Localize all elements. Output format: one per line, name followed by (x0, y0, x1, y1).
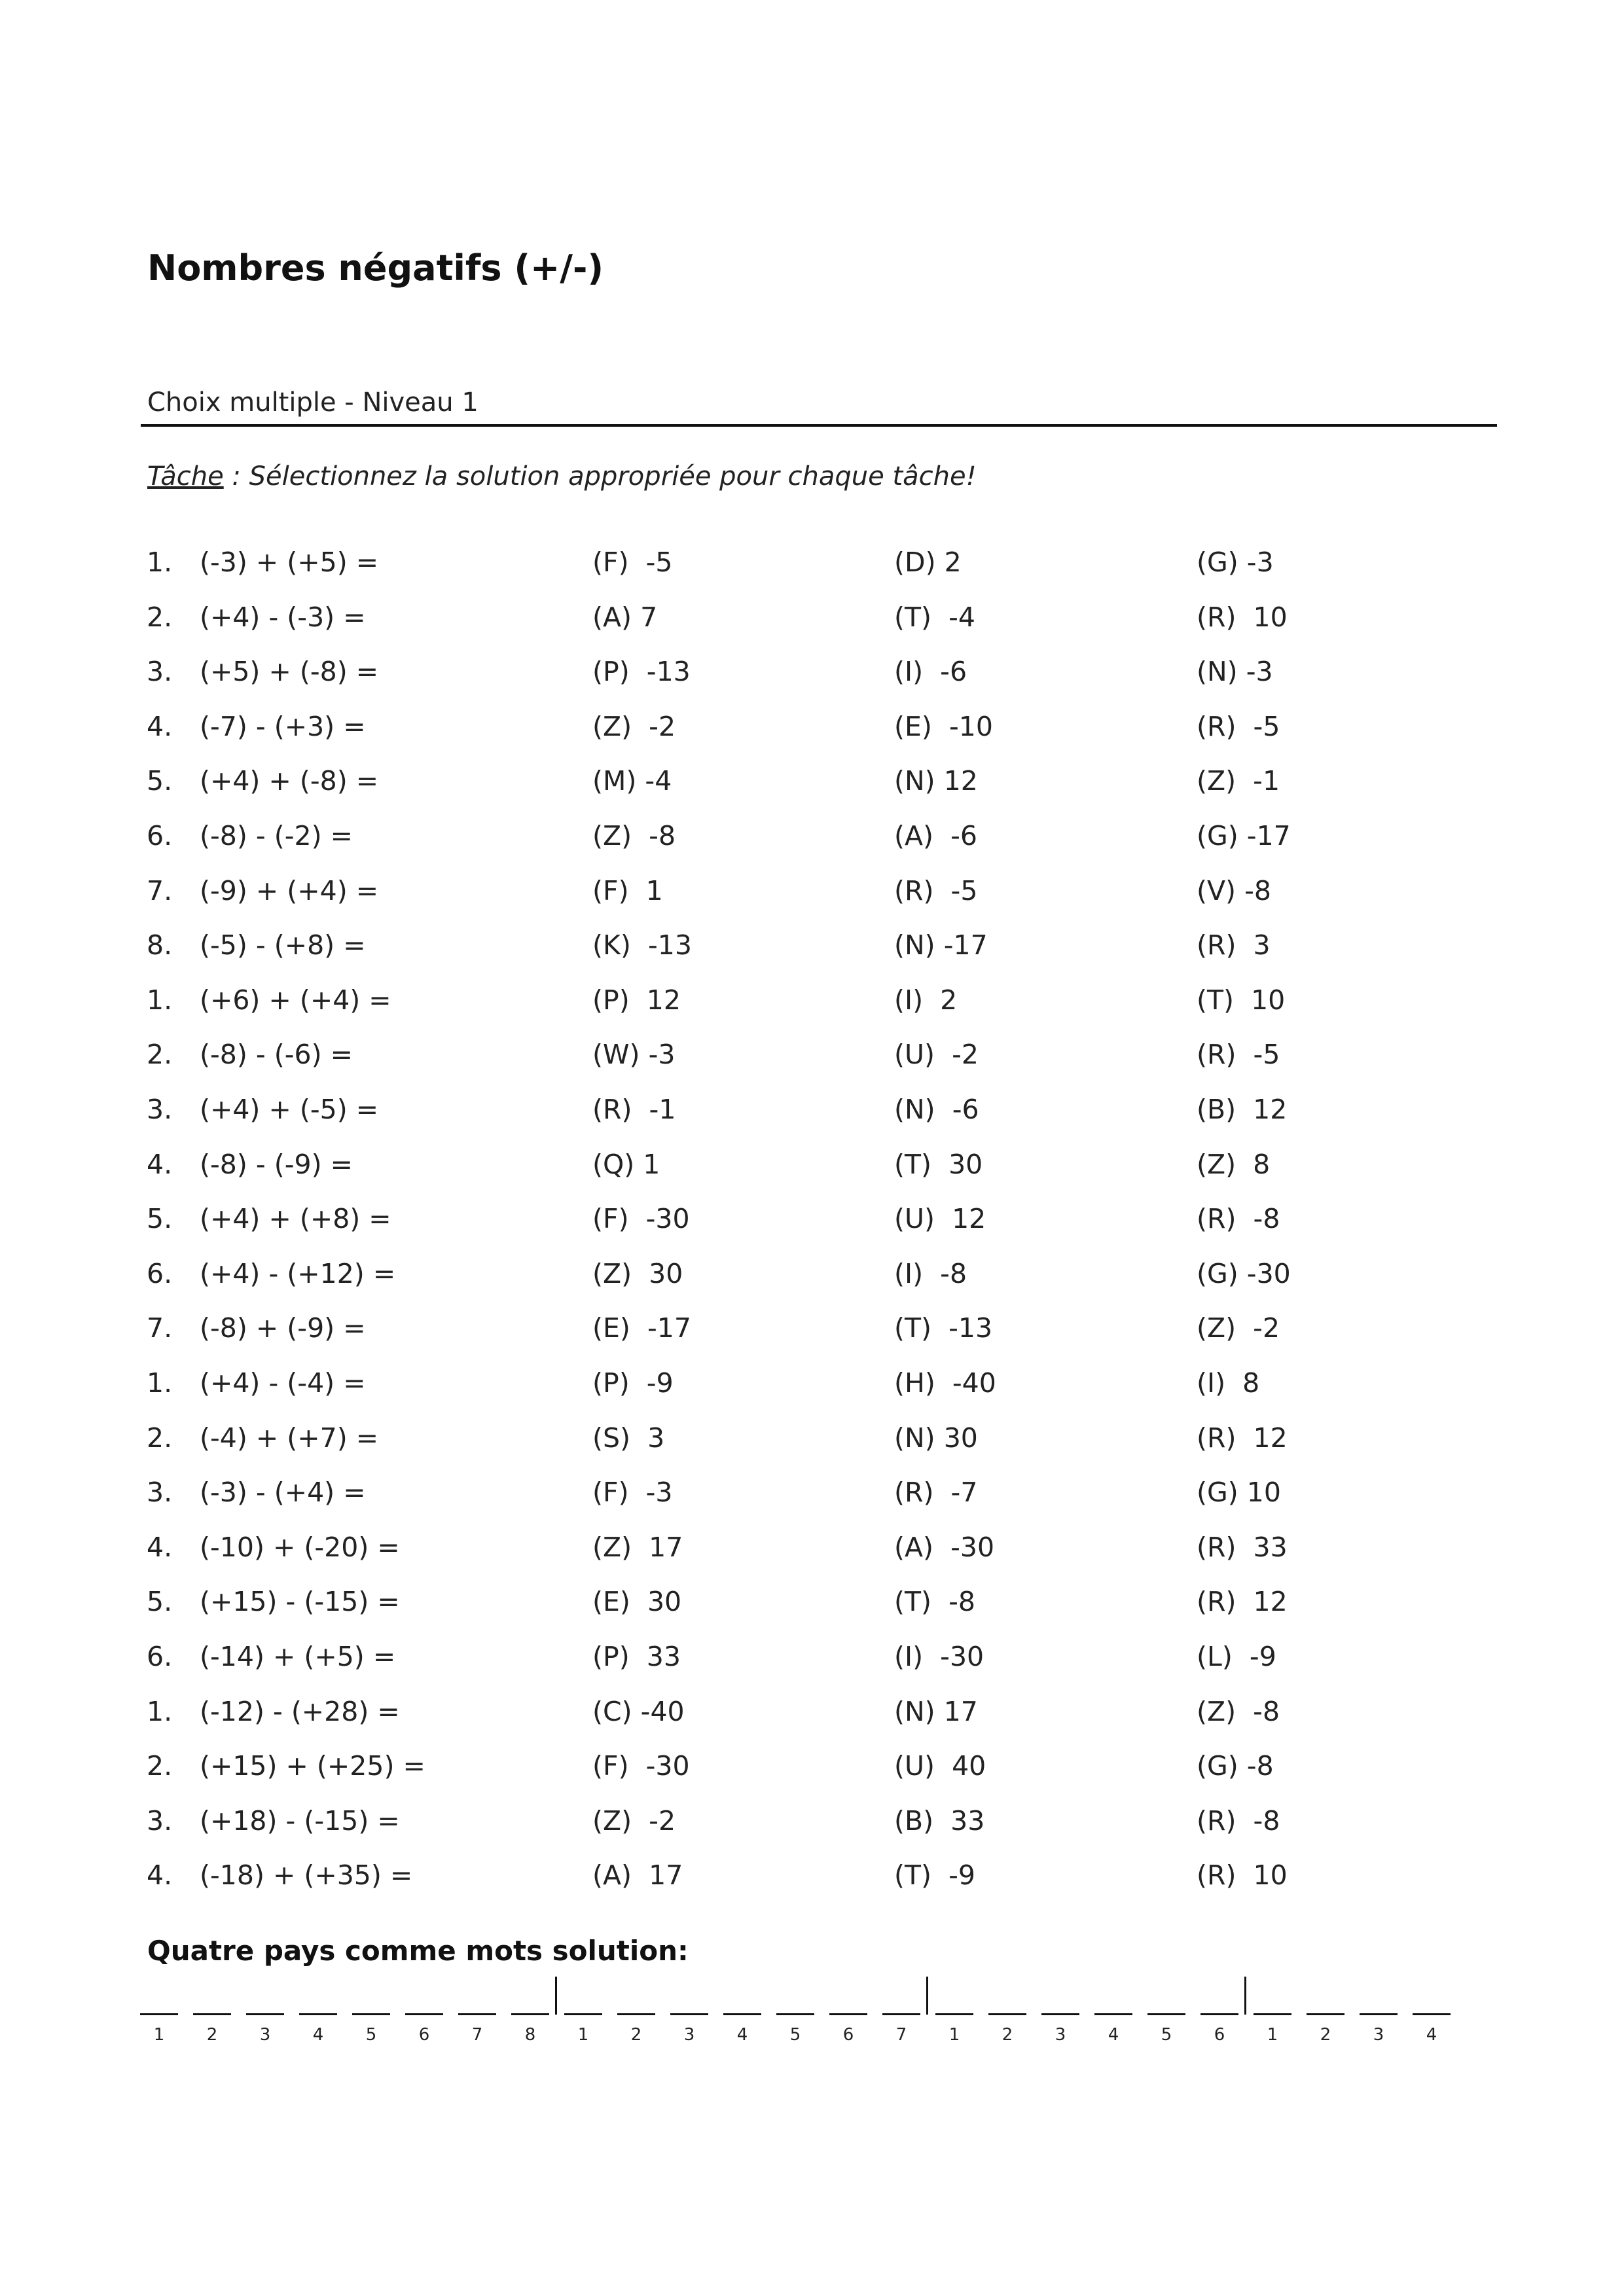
blank-index: 1 (153, 2025, 165, 2045)
answer-blank[interactable] (882, 2013, 920, 2015)
answer-option-c[interactable]: (Z) 8 (1197, 1149, 1271, 1180)
answer-blank[interactable] (1041, 2013, 1079, 2015)
answer-blank[interactable] (1254, 2013, 1291, 2015)
subtitle: Choix multiple - Niveau 1 (147, 387, 478, 418)
question-expression: (-18) + (+35) = (200, 1859, 413, 1891)
blank-index: 5 (1161, 2025, 1172, 2045)
question-number: 4. (147, 1149, 173, 1180)
answer-option-b[interactable]: (A) -6 (894, 820, 977, 852)
question-number: 5. (147, 765, 173, 797)
blank-index: 4 (736, 2025, 748, 2045)
blank-index: 6 (842, 2025, 854, 2045)
answer-blank[interactable] (1307, 2013, 1344, 2015)
page-title: Nombres négatifs (+/-) (147, 247, 604, 289)
answer-option-c[interactable]: (Z) -8 (1197, 1696, 1280, 1727)
question-number: 1. (147, 984, 173, 1016)
blank-index: 7 (895, 2025, 907, 2045)
answer-option-c[interactable]: (G) -30 (1197, 1258, 1291, 1289)
task-text: : Sélectionnez la solution appropriée pour chaque tâche! (223, 461, 977, 492)
answer-option-c[interactable]: (G) 10 (1197, 1477, 1281, 1508)
answer-option-b[interactable]: (N) -17 (894, 929, 988, 961)
answer-blank[interactable] (829, 2013, 867, 2015)
blank-index: 5 (365, 2025, 377, 2045)
question-expression: (+15) + (+25) = (200, 1750, 425, 1782)
answer-option-c[interactable]: (V) -8 (1197, 875, 1271, 906)
question-number: 3. (147, 656, 173, 687)
question-expression: (-8) + (-9) = (200, 1312, 366, 1344)
answer-option-a[interactable]: (Q) 1 (592, 1149, 660, 1180)
answer-option-c[interactable]: (R) 33 (1197, 1532, 1288, 1563)
question-number: 5. (147, 1203, 173, 1234)
answer-blank[interactable] (352, 2013, 390, 2015)
answer-option-c[interactable]: (R) -5 (1197, 711, 1280, 742)
question-number: 3. (147, 1805, 173, 1837)
answer-option-c[interactable]: (R) 10 (1197, 601, 1288, 633)
blank-index: 1 (1267, 2025, 1278, 2045)
answer-option-a[interactable]: (A) 7 (592, 601, 658, 633)
question-expression: (-8) - (-9) = (200, 1149, 353, 1180)
task-label: Tâche (147, 461, 224, 492)
answer-option-b[interactable]: (A) -30 (894, 1532, 995, 1563)
question-expression: (-14) + (+5) = (200, 1641, 396, 1672)
answer-blank[interactable] (140, 2013, 178, 2015)
answer-blank[interactable] (511, 2013, 549, 2015)
blank-index: 4 (312, 2025, 324, 2045)
answer-option-c[interactable]: (G) -17 (1197, 820, 1291, 852)
question-number: 8. (147, 929, 173, 961)
answer-option-a[interactable]: (E) -17 (592, 1312, 691, 1344)
question-number: 1. (147, 547, 173, 578)
answer-blank[interactable] (1094, 2013, 1132, 2015)
question-number: 6. (147, 1258, 173, 1289)
blank-index: 2 (206, 2025, 218, 2045)
question-number: 3. (147, 1094, 173, 1125)
question-number: 4. (147, 711, 173, 742)
question-number: 2. (147, 1422, 173, 1454)
answer-blank[interactable] (1200, 2013, 1238, 2015)
question-expression: (-10) + (-20) = (200, 1532, 400, 1563)
word-separator (555, 1977, 557, 2015)
answer-blank[interactable] (405, 2013, 443, 2015)
blank-index: 3 (1373, 2025, 1384, 2045)
question-expression: (-8) - (-2) = (200, 820, 353, 852)
answer-option-a[interactable]: (Z) -8 (592, 820, 676, 852)
answer-option-a[interactable]: (P) 12 (592, 984, 681, 1016)
solution-title: Quatre pays comme mots solution: (147, 1935, 689, 1967)
blank-index: 2 (1320, 2025, 1331, 2045)
blank-index: 1 (577, 2025, 589, 2045)
blank-index: 6 (418, 2025, 430, 2045)
answer-option-b[interactable]: (N) 30 (894, 1422, 978, 1454)
blank-index: 3 (683, 2025, 695, 2045)
answer-blank[interactable] (299, 2013, 337, 2015)
answer-blank[interactable] (776, 2013, 814, 2015)
answer-option-b[interactable]: (U) -2 (894, 1039, 979, 1070)
answer-option-a[interactable]: (F) -5 (592, 547, 673, 578)
task-instruction (147, 461, 977, 492)
question-number: 2. (147, 1750, 173, 1782)
answer-option-a[interactable]: (Z) -2 (592, 1805, 676, 1837)
answer-blank[interactable] (723, 2013, 761, 2015)
question-expression: (-7) - (+3) = (200, 711, 366, 742)
answer-option-c[interactable]: (R) 12 (1197, 1422, 1288, 1454)
answer-option-b[interactable]: (I) -30 (894, 1641, 984, 1672)
answer-option-a[interactable]: (F) 1 (592, 875, 663, 906)
answer-option-c[interactable]: (G) -3 (1197, 547, 1274, 578)
blank-index: 3 (1055, 2025, 1066, 2045)
answer-option-c[interactable]: (R) -8 (1197, 1805, 1280, 1837)
answer-option-a[interactable]: (P) -9 (592, 1367, 674, 1399)
question-number: 5. (147, 1586, 173, 1617)
answer-option-c[interactable]: (R) 10 (1197, 1859, 1288, 1891)
question-number: 7. (147, 1312, 173, 1344)
answer-blank[interactable] (617, 2013, 655, 2015)
answer-option-a[interactable]: (F) -30 (592, 1203, 690, 1234)
question-number: 6. (147, 1641, 173, 1672)
answer-option-a[interactable]: (E) 30 (592, 1586, 682, 1617)
answer-option-b[interactable]: (I) 2 (894, 984, 958, 1016)
question-expression: (-5) - (+8) = (200, 929, 366, 961)
question-expression: (+4) + (-5) = (200, 1094, 379, 1125)
blank-index: 8 (524, 2025, 536, 2045)
answer-option-b[interactable]: (N) 17 (894, 1696, 978, 1727)
question-expression: (+4) + (+8) = (200, 1203, 391, 1234)
answer-option-b[interactable]: (T) -4 (894, 601, 975, 633)
answer-option-b[interactable]: (N) -6 (894, 1094, 979, 1125)
answer-blank[interactable] (564, 2013, 602, 2015)
question-number: 4. (147, 1532, 173, 1563)
question-number: 1. (147, 1367, 173, 1399)
answer-option-c[interactable]: (R) -5 (1197, 1039, 1280, 1070)
question-number: 6. (147, 820, 173, 852)
question-number: 2. (147, 1039, 173, 1070)
question-number: 3. (147, 1477, 173, 1508)
answer-option-b[interactable]: (I) -6 (894, 656, 967, 687)
answer-blank[interactable] (1360, 2013, 1398, 2015)
blank-index: 6 (1214, 2025, 1225, 2045)
answer-option-b[interactable]: (T) -9 (894, 1859, 975, 1891)
answer-option-a[interactable]: (P) 33 (592, 1641, 681, 1672)
question-number: 4. (147, 1859, 173, 1891)
question-expression: (-3) + (+5) = (200, 547, 379, 578)
answer-option-c[interactable]: (L) -9 (1197, 1641, 1276, 1672)
answer-option-c[interactable]: (Z) -1 (1197, 765, 1280, 797)
answer-option-c[interactable]: (Z) -2 (1197, 1312, 1280, 1344)
answer-option-c[interactable]: (B) 12 (1197, 1094, 1288, 1125)
answer-option-c[interactable]: (R) 3 (1197, 929, 1271, 961)
answer-option-b[interactable]: (R) -5 (894, 875, 978, 906)
answer-option-c[interactable]: (R) 12 (1197, 1586, 1288, 1617)
answer-option-a[interactable]: (Z) 30 (592, 1258, 683, 1289)
question-expression: (+5) + (-8) = (200, 656, 379, 687)
question-expression: (-4) + (+7) = (200, 1422, 379, 1454)
answer-option-a[interactable]: (M) -4 (592, 765, 672, 797)
answer-option-b[interactable]: (H) -40 (894, 1367, 996, 1399)
answer-blank[interactable] (988, 2013, 1026, 2015)
question-expression: (+6) + (+4) = (200, 984, 391, 1016)
answer-blank[interactable] (458, 2013, 496, 2015)
answer-option-b[interactable]: (U) 40 (894, 1750, 986, 1782)
answer-blank[interactable] (935, 2013, 973, 2015)
answer-option-b[interactable]: (I) -8 (894, 1258, 967, 1289)
answer-option-a[interactable]: (F) -30 (592, 1750, 690, 1782)
blank-index: 7 (471, 2025, 483, 2045)
answer-option-b[interactable]: (R) -7 (894, 1477, 978, 1508)
answer-option-b[interactable]: (E) -10 (894, 711, 993, 742)
question-expression: (-3) - (+4) = (200, 1477, 366, 1508)
question-expression: (-8) - (-6) = (200, 1039, 353, 1070)
question-expression: (+18) - (-15) = (200, 1805, 400, 1837)
answer-option-c[interactable]: (G) -8 (1197, 1750, 1274, 1782)
blank-index: 3 (259, 2025, 271, 2045)
question-number: 1. (147, 1696, 173, 1727)
question-expression: (+15) - (-15) = (200, 1586, 400, 1617)
blank-index: 4 (1108, 2025, 1119, 2045)
answer-option-a[interactable]: (K) -13 (592, 929, 692, 961)
answer-option-c[interactable]: (I) 8 (1197, 1367, 1260, 1399)
blank-index: 5 (789, 2025, 801, 2045)
answer-blank[interactable] (1147, 2013, 1185, 2015)
answer-option-b[interactable]: (N) 12 (894, 765, 978, 797)
answer-blank[interactable] (193, 2013, 231, 2015)
blank-index: 2 (630, 2025, 642, 2045)
answer-option-a[interactable]: (Z) -2 (592, 711, 676, 742)
answer-option-a[interactable]: (W) -3 (592, 1039, 676, 1070)
blank-index: 1 (948, 2025, 960, 2045)
answer-option-b[interactable]: (U) 12 (894, 1203, 986, 1234)
question-expression: (+4) - (-3) = (200, 601, 366, 633)
answer-option-c[interactable]: (N) -3 (1197, 656, 1273, 687)
question-number: 7. (147, 875, 173, 906)
answer-option-c[interactable]: (T) 10 (1197, 984, 1286, 1016)
answer-option-a[interactable]: (C) -40 (592, 1696, 685, 1727)
word-separator (1244, 1977, 1246, 2015)
blank-index: 2 (1001, 2025, 1013, 2045)
question-expression: (-12) - (+28) = (200, 1696, 400, 1727)
answer-option-a[interactable]: (Z) 17 (592, 1532, 683, 1563)
answer-option-a[interactable]: (R) -1 (592, 1094, 676, 1125)
answer-option-a[interactable]: (F) -3 (592, 1477, 673, 1508)
header-divider (141, 424, 1497, 427)
answer-option-b[interactable]: (T) 30 (894, 1149, 983, 1180)
answer-blank[interactable] (246, 2013, 284, 2015)
answer-option-b[interactable]: (T) -13 (894, 1312, 993, 1344)
answer-option-a[interactable]: (S) 3 (592, 1422, 665, 1454)
answer-option-b[interactable]: (B) 33 (894, 1805, 985, 1837)
word-separator (926, 1977, 928, 2015)
answer-option-a[interactable]: (A) 17 (592, 1859, 683, 1891)
question-number: 2. (147, 601, 173, 633)
answer-blank[interactable] (1413, 2013, 1451, 2015)
blank-index: 4 (1426, 2025, 1437, 2045)
answer-blank[interactable] (670, 2013, 708, 2015)
question-expression: (-9) + (+4) = (200, 875, 379, 906)
answer-option-b[interactable]: (T) -8 (894, 1586, 975, 1617)
question-expression: (+4) - (+12) = (200, 1258, 396, 1289)
question-expression: (+4) - (-4) = (200, 1367, 366, 1399)
answer-option-c[interactable]: (R) -8 (1197, 1203, 1280, 1234)
answer-option-a[interactable]: (P) -13 (592, 656, 691, 687)
question-expression: (+4) + (-8) = (200, 765, 379, 797)
answer-option-b[interactable]: (D) 2 (894, 547, 962, 578)
